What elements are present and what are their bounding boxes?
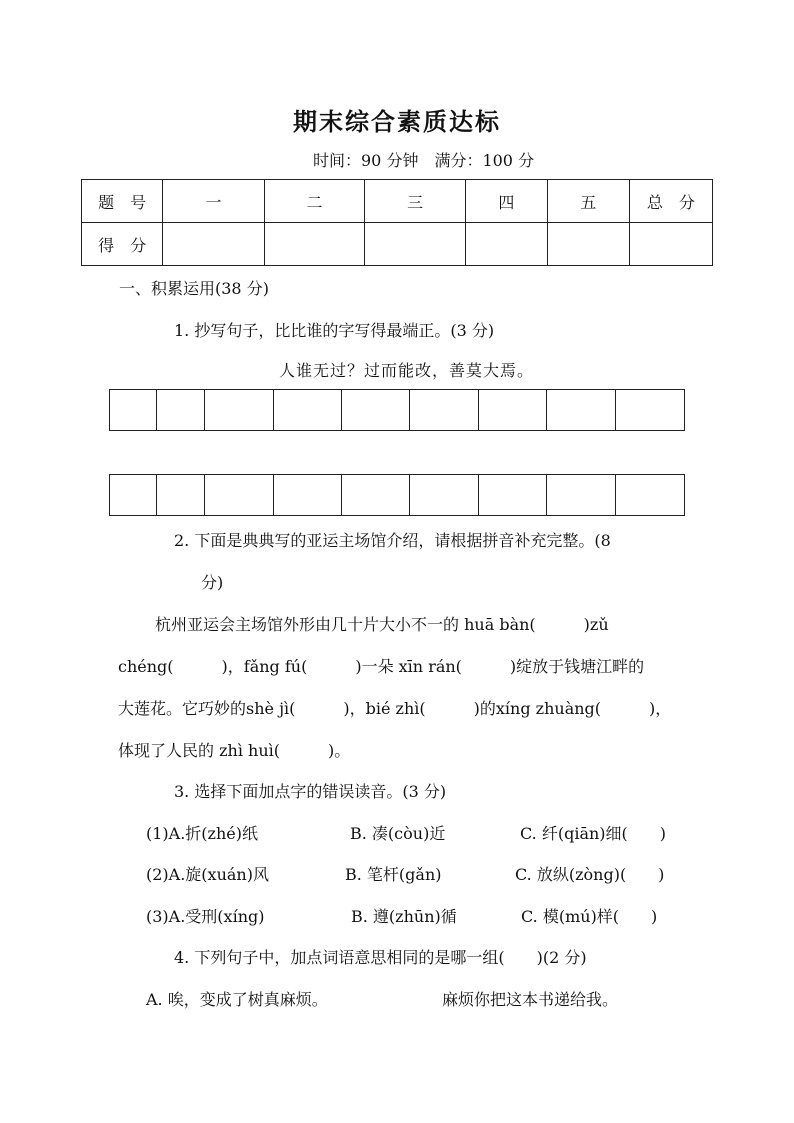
score-cell[interactable] bbox=[629, 223, 712, 266]
table-header-cell: 四 bbox=[465, 180, 547, 223]
question-3: 3. 选择下面加点字的错误读音。(3 分) bbox=[174, 782, 447, 801]
option-c: C. 纤(qiān)细( ) bbox=[520, 824, 667, 843]
option-b: B. 笔杆(gǎn) bbox=[345, 865, 442, 884]
score-table bbox=[81, 179, 713, 266]
table-header-cell: 三 bbox=[365, 180, 466, 223]
score-cell[interactable] bbox=[365, 223, 466, 266]
fill-paragraph-line: 大莲花。它巧妙的shè jì( )，bié zhì( )的xíng zhuàng( )， bbox=[118, 699, 672, 718]
writing-grid[interactable] bbox=[109, 474, 685, 516]
question-2: 2. 下面是典典写的亚运主场馆介绍，请根据拼音补充完整。(8 bbox=[174, 531, 611, 550]
score-cell[interactable] bbox=[163, 223, 265, 266]
exam-info: 时间：90 分钟 满分：100 分 bbox=[313, 151, 535, 170]
fill-paragraph-line: 体现了人民的 zhì huì( )。 bbox=[118, 741, 351, 760]
section-heading: 一、积累运用(38 分) bbox=[119, 279, 269, 298]
table-header-cell: 五 bbox=[547, 180, 629, 223]
option-c: C. 放纵(zòng)( ) bbox=[515, 865, 665, 884]
table-row-label: 得 分 bbox=[82, 223, 163, 266]
option-b: B. 遵(zhūn)循 bbox=[351, 907, 457, 926]
question-1: 1. 抄写句子，比比谁的字写得最端正。(3 分) bbox=[174, 321, 495, 340]
page-title: 期末综合素质达标 bbox=[293, 107, 501, 136]
question-2-cont: 分) bbox=[201, 573, 224, 592]
table-header-cell: 总 分 bbox=[629, 180, 712, 223]
option-b: B. 凑(còu)近 bbox=[350, 824, 446, 843]
option-c: C. 模(mú)样( ) bbox=[521, 907, 658, 926]
copy-sentence: 人谁无过？过而能改，善莫大焉。 bbox=[279, 361, 535, 380]
score-cell[interactable] bbox=[547, 223, 629, 266]
question-4: 4. 下列句子中，加点词语意思相同的是哪一组( )(2 分) bbox=[174, 948, 587, 967]
table-row bbox=[82, 223, 713, 266]
table-row bbox=[82, 180, 713, 223]
fill-paragraph-line: chéng( )，fǎng fú( )一朵 xīn rán( )绽放于钱塘江畔的 bbox=[118, 657, 645, 676]
option-a-left: A. 唉，变成了树真麻烦。 bbox=[146, 990, 328, 1009]
writing-grid[interactable] bbox=[109, 389, 685, 431]
option-a: (1)A.折(zhé)纸 bbox=[146, 824, 258, 843]
score-cell[interactable] bbox=[465, 223, 547, 266]
option-a: (2)A.旋(xuán)风 bbox=[146, 865, 269, 884]
table-header-cell: 二 bbox=[264, 180, 365, 223]
table-header-cell: 一 bbox=[163, 180, 265, 223]
fill-paragraph-line: 杭州亚运会主场馆外形由几十片大小不一的 huā bàn( )zǔ bbox=[155, 615, 609, 634]
option-a-right: 麻烦你把这本书递给我。 bbox=[442, 990, 619, 1009]
score-cell[interactable] bbox=[264, 223, 365, 266]
table-header-cell: 题 号 bbox=[82, 180, 163, 223]
option-a: (3)A.受刑(xíng) bbox=[146, 907, 265, 926]
